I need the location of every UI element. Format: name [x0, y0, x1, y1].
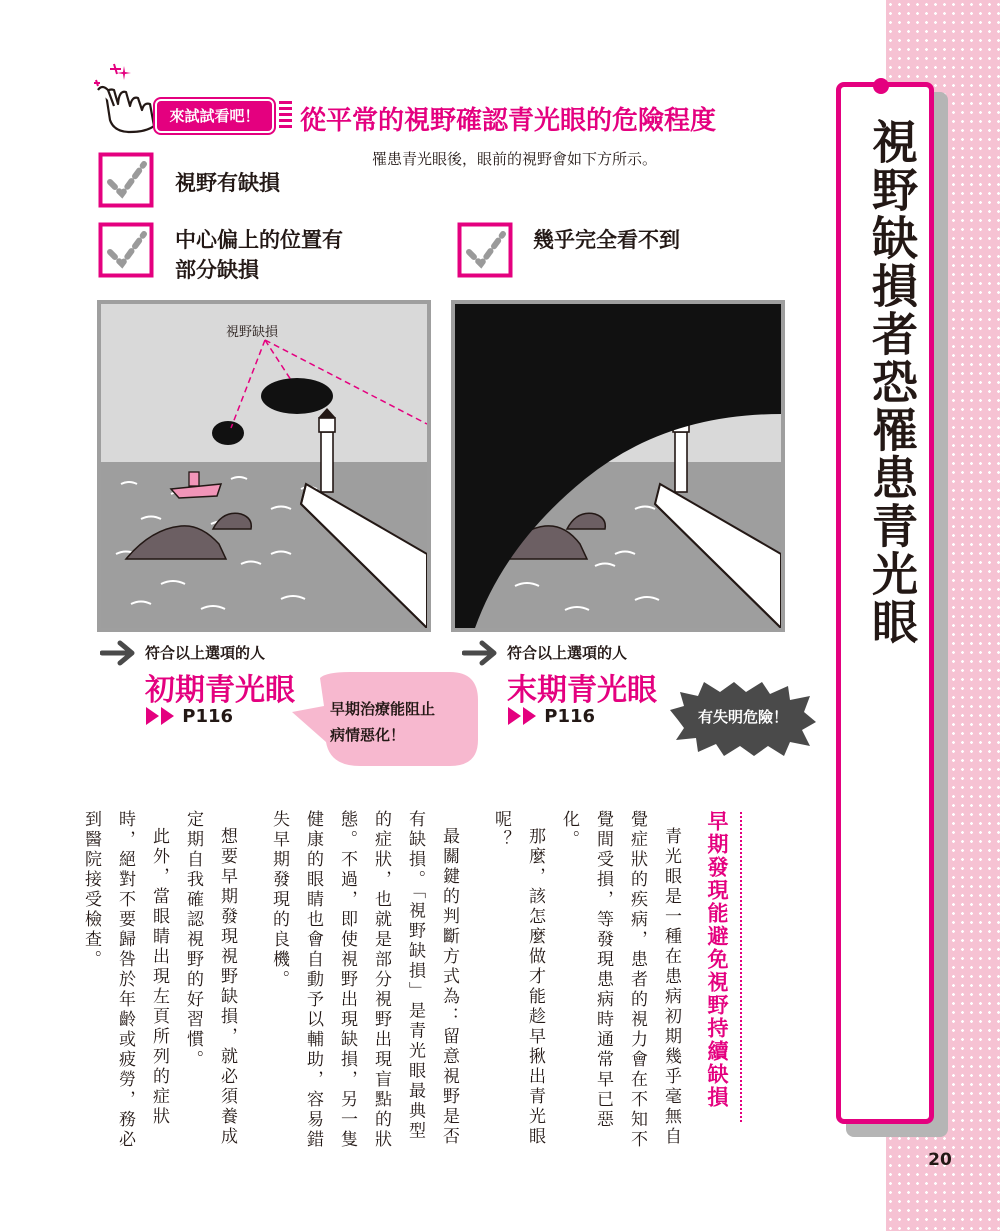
tag-hole-icon [873, 78, 889, 94]
triangle-icon [161, 707, 174, 725]
diagnosis-late: 末期青光眼 [507, 673, 657, 708]
fits-label: 符合以上選項的人 [145, 644, 266, 662]
intro-text: 罹患青光眼後，眼前的視野會如下方所示。 [372, 150, 658, 168]
body-paragraph: 此外，當眼睛出現左頁所列的症狀時，絕對不要歸咎於年齡或疲勞，務必到醫院接受檢查。 [81, 810, 169, 1150]
triangle-icon [523, 707, 536, 725]
body-section-title: 早期發現能避免視野持續缺損 [705, 810, 729, 1109]
page-number: 20 [928, 1150, 952, 1170]
option-label: 幾乎完全看不到 [533, 228, 680, 252]
body-paragraph: 最關鍵的判斷方式為：留意視野是否有缺損。「視野缺損」是青光眼最典型的症狀，也就是部分視野出現盲點的狀態。不過，即使視野出現缺損，另一隻健康的眼睛也會自動予以輔助，容易錯失早期發現的良機。 [269, 810, 459, 1150]
warning-text: 有失明危險！ [697, 708, 788, 726]
triangle-icon [508, 707, 521, 725]
arrow-right-icon [100, 640, 138, 666]
page-ref-link[interactable]: P116 [508, 706, 595, 727]
section-heading: 從平常的視野確認青光眼的危險程度 [300, 106, 717, 136]
checkbox-icon[interactable] [98, 152, 154, 208]
title-dotted-rule [740, 812, 742, 1122]
body-paragraph: 那麼，該怎麼做才能趁早揪出青光眼呢？ [491, 810, 545, 1147]
late-glaucoma-scene [451, 300, 785, 632]
triangle-icon [146, 707, 159, 725]
option-label: 視野有缺損 [175, 171, 280, 195]
chapter-title: 視野缺損者恐罹患青光眼 [865, 118, 919, 646]
diagnosis-early: 初期青光眼 [145, 673, 295, 708]
early-glaucoma-scene [97, 300, 431, 632]
arrow-right-icon [462, 640, 500, 666]
checkbox-icon[interactable] [98, 222, 154, 278]
option-label: 中心偏上的位置有 部分缺損 [175, 228, 343, 282]
title-stripe [279, 101, 292, 129]
defect-label: 視野缺損 [226, 325, 279, 340]
body-text [81, 810, 688, 1150]
bubble-text: 早期治療能阻止 病情惡化！ [330, 700, 436, 744]
body-paragraph: 想要早期發現視野缺損，就必須養成定期自我確認視野的好習慣。 [183, 810, 237, 1147]
checkbox-icon[interactable] [457, 222, 513, 278]
fits-label: 符合以上選項的人 [507, 644, 628, 662]
try-badge: 來試試看吧！ [155, 99, 274, 133]
page-ref-link[interactable]: P116 [146, 706, 233, 727]
body-paragraph: 青光眼是一種在患病初期幾乎毫無自覺症狀的疾病，患者的視力會在不知不覺間受損，等發現患病時通常早已惡化。 [559, 810, 681, 1150]
